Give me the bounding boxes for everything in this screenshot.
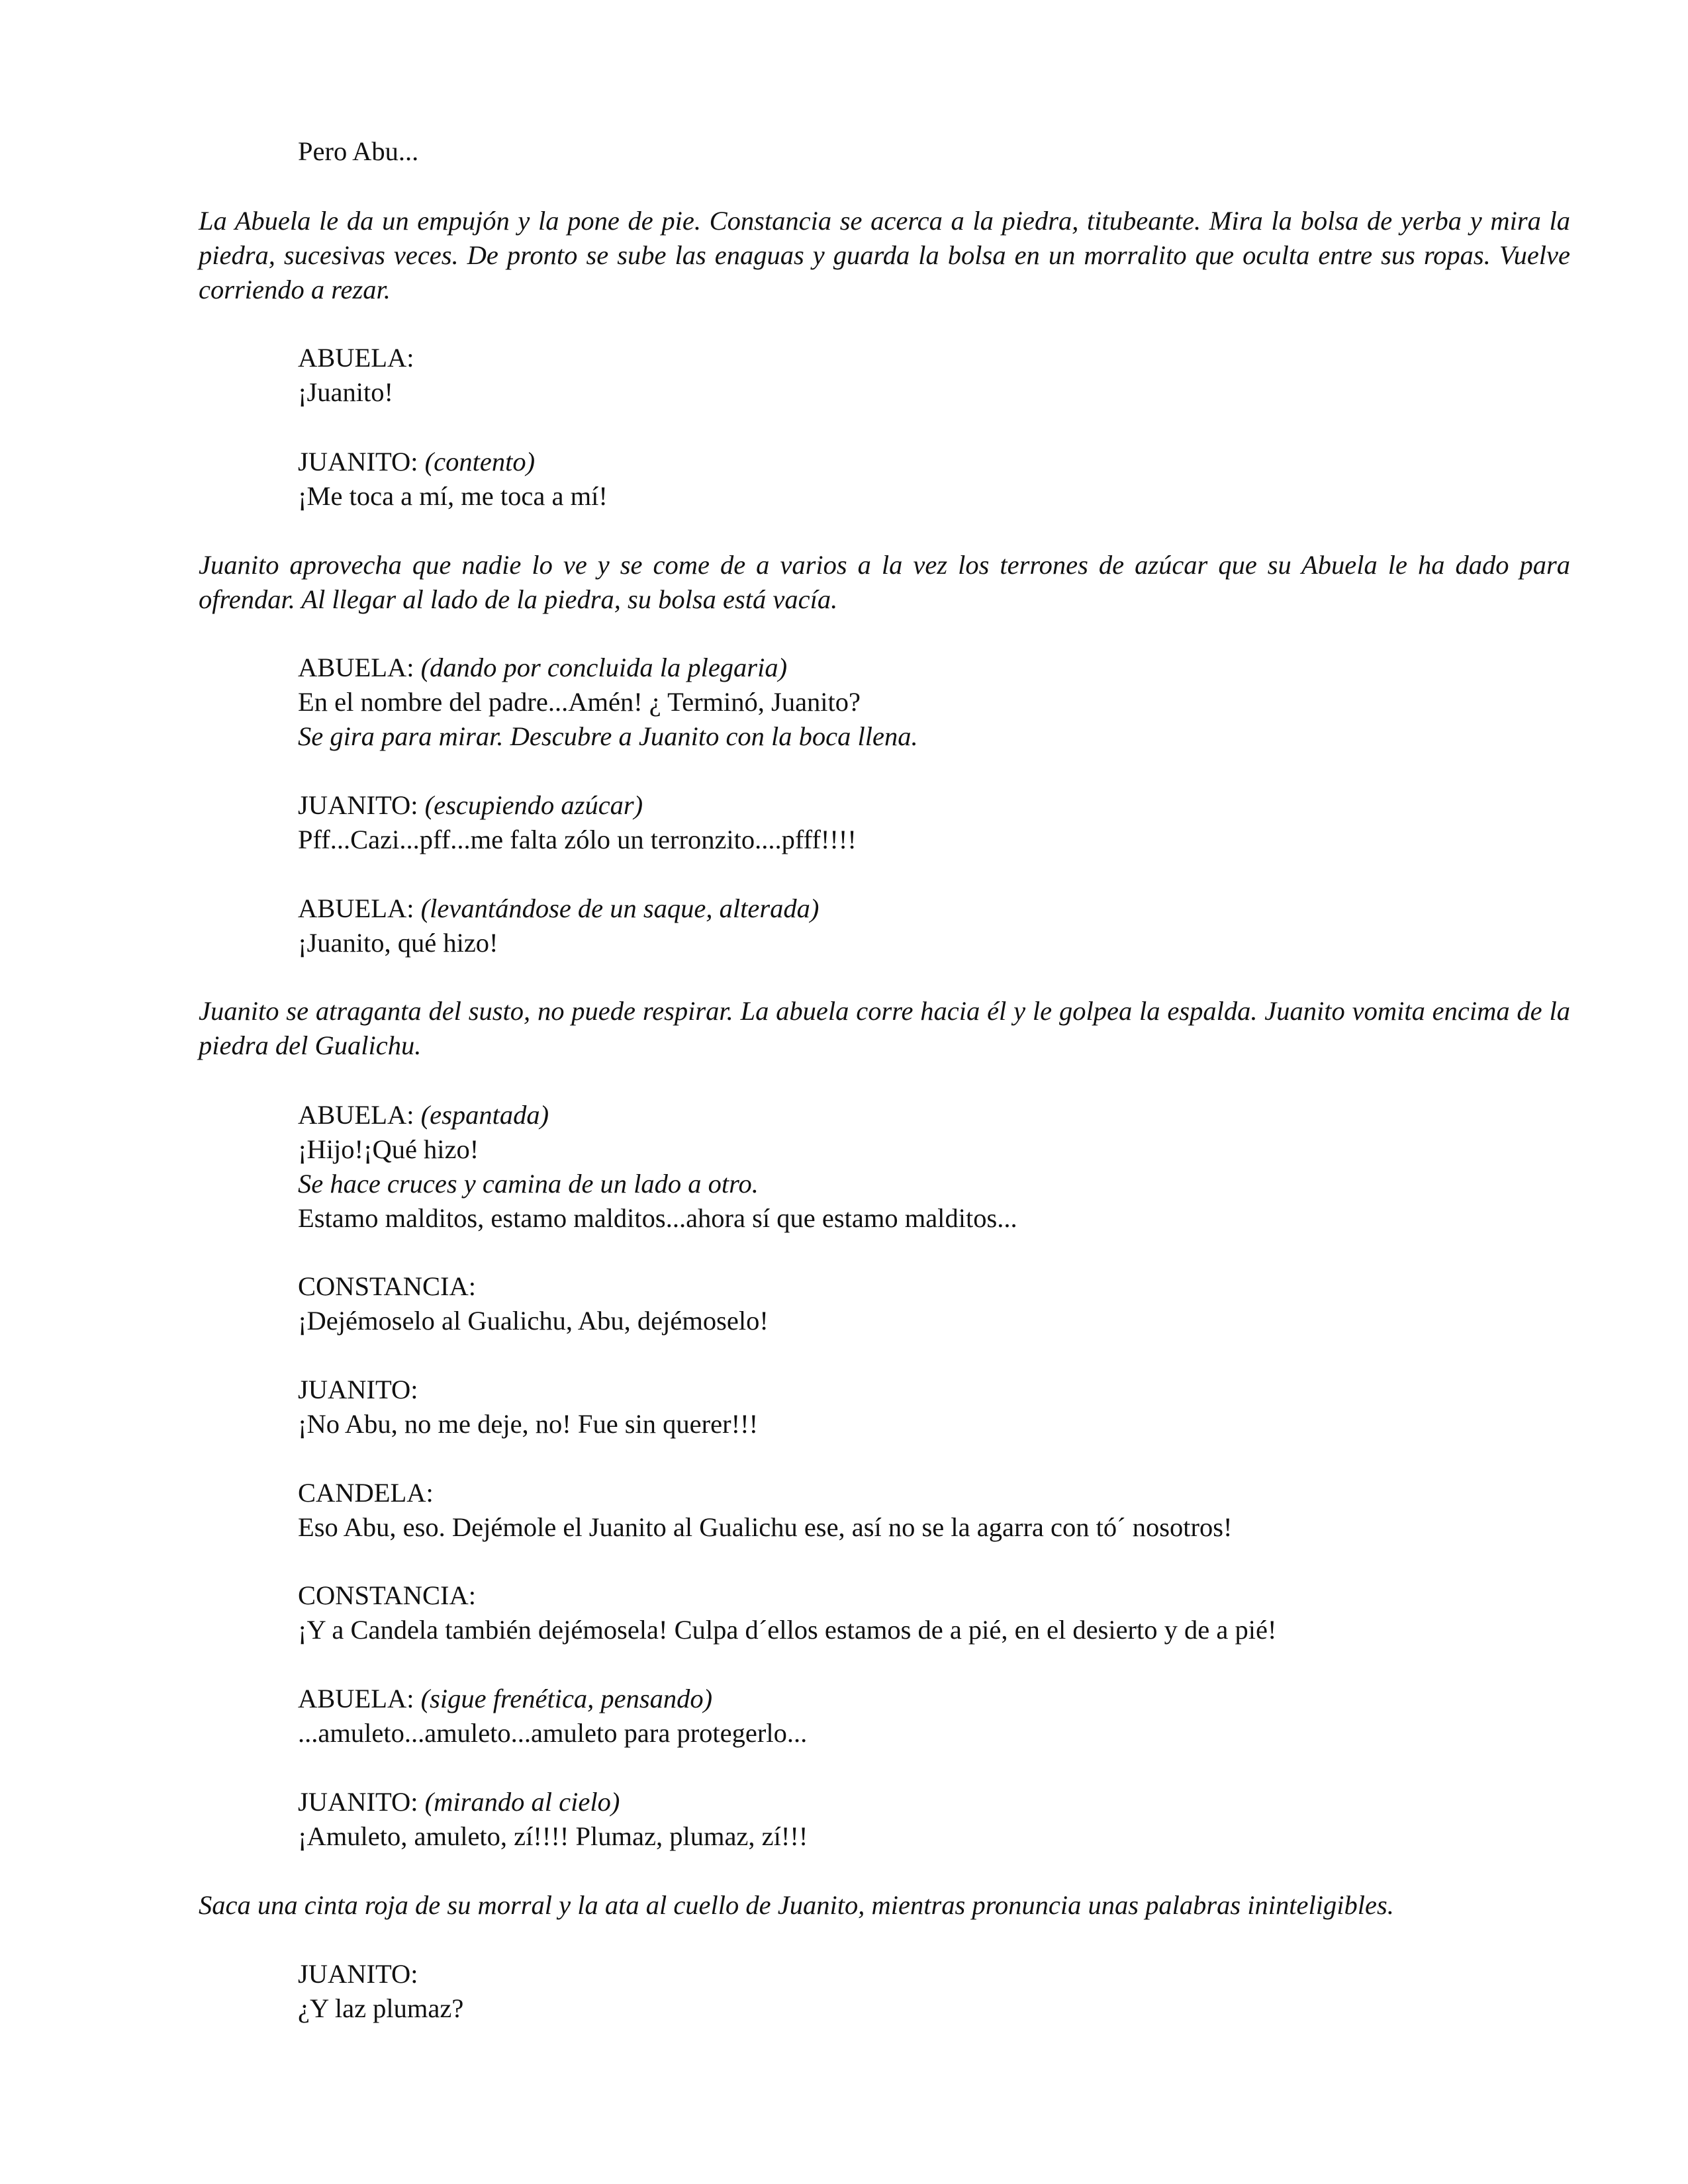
dialogue-block [298, 891, 1570, 960]
dialogue-block [298, 341, 1570, 410]
parenthetical: (contento) [424, 447, 536, 477]
dialogue-text: ...amuleto...amuleto...amuleto para protegerlo... [298, 1718, 808, 1748]
script-text [199, 0, 1570, 2184]
parenthetical: (escupiendo azúcar) [424, 790, 643, 820]
dialogue-text: ¡Juanito, qué hizo! [298, 928, 498, 958]
speaker-name: ABUELA: [298, 343, 414, 373]
dialogue-block [298, 1785, 1570, 1854]
speaker-name: ABUELA: [298, 653, 414, 682]
inline-action: Se gira para mirar. Descubre a Juanito con la boca llena. [298, 721, 918, 751]
speaker-name: CANDELA: [298, 1478, 434, 1508]
dialogue-block [298, 445, 1570, 514]
dialogue-block [298, 1476, 1570, 1545]
speaker-name: ABUELA: [298, 893, 414, 923]
dialogue-text: ¡No Abu, no me deje, no! Fue sin querer!!! [298, 1409, 759, 1439]
dialogue-block [298, 651, 1570, 754]
dialogue-text: Pero Abu... [298, 136, 419, 166]
dialogue-text: Pff...Cazi...pff...me falta zólo un terronzito....pfff!!!! [298, 825, 857, 854]
dialogue-text: En el nombre del padre...Amén! ¿ Terminó, Juanito? [298, 687, 861, 717]
dialogue-text: ¿Y laz plumaz? [298, 1993, 464, 2023]
dialogue-block [298, 1098, 1570, 1236]
dialogue-line [298, 134, 1570, 169]
parenthetical: (dando por concluida la plegaria) [420, 653, 788, 682]
parenthetical: (levantándose de un saque, alterada) [420, 893, 820, 923]
speaker-name: JUANITO: [298, 1787, 418, 1817]
stage-direction: Saca una cinta roja de su morral y la ata al cuello de Juanito, mientras pronuncia unas palabras ininteligibles. [199, 1890, 1394, 1920]
stage-direction: Juanito aprovecha que nadie lo ve y se come de a varios a la vez los terrones de azúcar que su Abuela le ha dado para ofrendar. Al llegar al lado de la piedra, su bolsa está vacía. [199, 550, 1570, 614]
dialogue-block [298, 1373, 1570, 1441]
dialogue-text: Eso Abu, eso. Dejémole el Juanito al Gualichu ese, así no se la agarra con tó´ nosotros! [298, 1512, 1233, 1542]
speaker-name: JUANITO: [298, 447, 418, 477]
stage-direction: Juanito se atraganta del susto, no puede respirar. La abuela corre hacia él y le golpea la espalda. Juanito vomita encima de la piedra del Gualichu. [199, 996, 1570, 1060]
dialogue-text: Estamo malditos, estamo malditos...ahora sí que estamo malditos... [298, 1203, 1017, 1233]
speaker-name: CONSTANCIA: [298, 1580, 477, 1610]
dialogue-text: ¡Amuleto, amuleto, zí!!!! Plumaz, plumaz, zí!!! [298, 1821, 808, 1851]
dialogue-block [298, 1269, 1570, 1338]
dialogue-block [298, 1957, 1570, 2026]
dialogue-text: ¡Hijo!¡Qué hizo! [298, 1134, 479, 1164]
parenthetical: (mirando al cielo) [424, 1787, 620, 1817]
stage-direction: La Abuela le da un empujón y la pone de pie. Constancia se acerca a la piedra, titubeante. Mira la bolsa de yerba y mira la piedra, sucesivas veces. De pronto se sube las enaguas y guarda la bolsa en un morralito que oculta entre sus ropas. Vuelve corriendo a rezar. [199, 206, 1570, 304]
speaker-name: CONSTANCIA: [298, 1271, 477, 1301]
dialogue-block [298, 788, 1570, 857]
parenthetical: (sigue frenética, pensando) [420, 1684, 713, 1713]
speaker-name: JUANITO: [298, 790, 418, 820]
inline-action: Se hace cruces y camina de un lado a otro. [298, 1169, 759, 1199]
speaker-name: JUANITO: [298, 1959, 418, 1989]
dialogue-text: ¡Dejémoselo al Gualichu, Abu, dejémoselo! [298, 1306, 769, 1336]
dialogue-block [298, 1578, 1570, 1647]
parenthetical: (espantada) [420, 1100, 549, 1130]
speaker-name: ABUELA: [298, 1684, 414, 1713]
dialogue-text: ¡Me toca a mí, me toca a mí! [298, 481, 608, 511]
dialogue-text: ¡Juanito! [298, 377, 393, 407]
speaker-name: JUANITO: [298, 1375, 418, 1404]
dialogue-block [298, 1682, 1570, 1751]
dialogue-text: ¡Y a Candela también dejémosela! Culpa d´ellos estamos de a pié, en el desierto y de a pié! [298, 1615, 1277, 1645]
speaker-name: ABUELA: [298, 1100, 414, 1130]
